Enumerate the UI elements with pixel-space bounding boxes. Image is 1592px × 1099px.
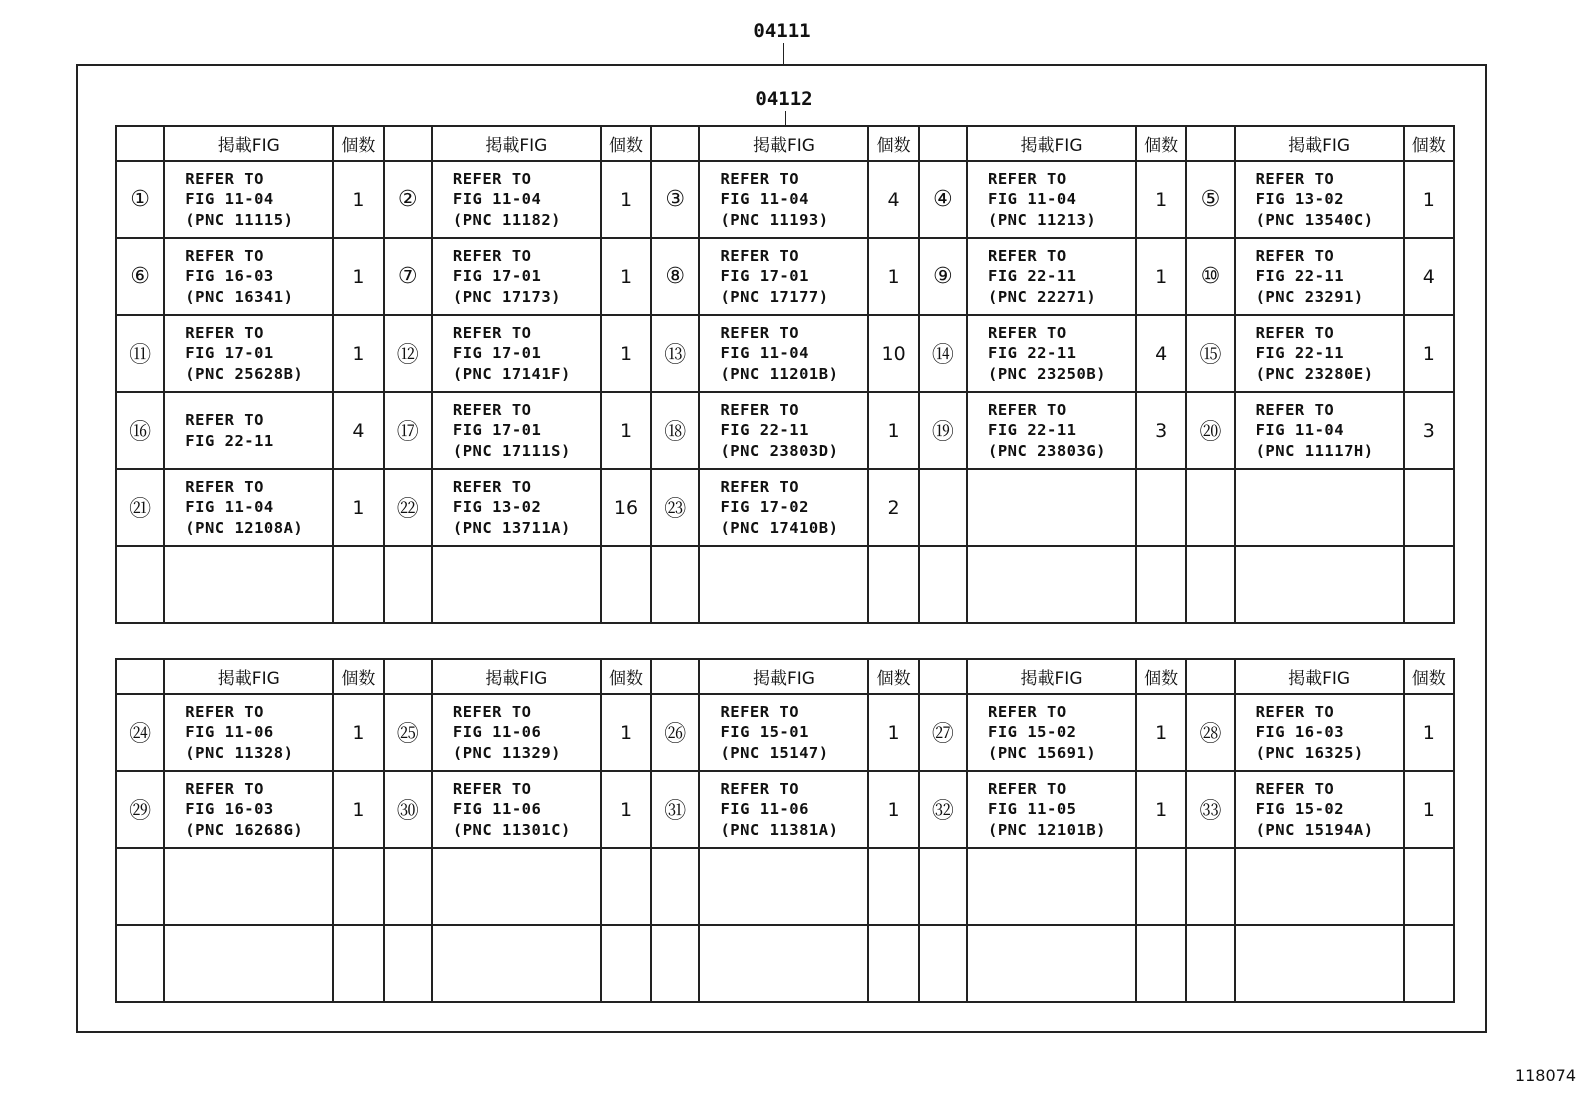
fig-reference <box>1235 469 1404 546</box>
quantity: 1 <box>333 161 383 238</box>
quantity: 1 <box>333 238 383 315</box>
header-fig: 掲載FIG <box>432 126 601 161</box>
fig-reference <box>699 848 868 925</box>
fig-reference: REFER TO FIG 22-11 (PNC 22271) <box>967 238 1136 315</box>
quantity <box>1136 925 1186 1002</box>
fig-reference <box>432 925 601 1002</box>
table-row <box>116 238 1454 315</box>
quantity <box>868 925 918 1002</box>
quantity <box>601 925 651 1002</box>
header-index-cell <box>1186 126 1234 161</box>
parts-reference-table-2 <box>115 658 1455 1003</box>
parts-reference-table-1 <box>115 125 1455 624</box>
quantity: 1 <box>1136 161 1186 238</box>
fig-reference: REFER TO FIG 17-01 (PNC 25628B) <box>164 315 333 392</box>
quantity: 4 <box>333 392 383 469</box>
item-number: ⑰ <box>384 392 432 469</box>
outer-callout-label: 04111 <box>753 20 811 42</box>
header-qty: 個数 <box>1404 659 1454 694</box>
quantity: 1 <box>1404 771 1454 848</box>
fig-reference: REFER TO FIG 22-11 (PNC 23291) <box>1235 238 1404 315</box>
item-number: ④ <box>919 161 967 238</box>
item-number: ㉕ <box>384 694 432 771</box>
header-index-cell <box>116 126 164 161</box>
fig-reference <box>432 546 601 623</box>
item-number: ⑲ <box>919 392 967 469</box>
fig-reference: REFER TO FIG 17-01 (PNC 17173) <box>432 238 601 315</box>
table-row <box>116 771 1454 848</box>
inner-leader-line <box>785 111 786 126</box>
fig-reference <box>164 925 333 1002</box>
quantity: 1 <box>1404 694 1454 771</box>
quantity: 1 <box>868 694 918 771</box>
item-number <box>1186 848 1234 925</box>
header-fig: 掲載FIG <box>164 659 333 694</box>
fig-reference <box>1235 848 1404 925</box>
item-number: ㉝ <box>1186 771 1234 848</box>
quantity: 3 <box>1404 392 1454 469</box>
fig-reference: REFER TO FIG 22-11 (PNC 23803D) <box>699 392 868 469</box>
fig-reference: REFER TO FIG 11-04 (PNC 11213) <box>967 161 1136 238</box>
header-index-cell <box>651 126 699 161</box>
fig-reference: REFER TO FIG 11-04 (PNC 11193) <box>699 161 868 238</box>
item-number <box>384 848 432 925</box>
fig-reference: REFER TO FIG 11-04 (PNC 12108A) <box>164 469 333 546</box>
fig-reference: REFER TO FIG 11-06 (PNC 11381A) <box>699 771 868 848</box>
item-number: ⑭ <box>919 315 967 392</box>
header-row <box>116 659 1454 694</box>
quantity: 1 <box>601 238 651 315</box>
header-index-cell <box>384 659 432 694</box>
table-row <box>116 694 1454 771</box>
quantity: 1 <box>601 392 651 469</box>
item-number <box>919 925 967 1002</box>
item-number: ⑨ <box>919 238 967 315</box>
item-number: ⑦ <box>384 238 432 315</box>
item-number: ⑤ <box>1186 161 1234 238</box>
fig-reference <box>1235 546 1404 623</box>
fig-reference: REFER TO FIG 16-03 (PNC 16268G) <box>164 771 333 848</box>
fig-reference: REFER TO FIG 15-01 (PNC 15147) <box>699 694 868 771</box>
item-number: ㉒ <box>384 469 432 546</box>
fig-reference <box>699 546 868 623</box>
quantity: 1 <box>601 694 651 771</box>
header-qty: 個数 <box>1136 659 1186 694</box>
item-number: ⑩ <box>1186 238 1234 315</box>
item-number: ⑯ <box>116 392 164 469</box>
fig-reference: REFER TO FIG 16-03 (PNC 16341) <box>164 238 333 315</box>
quantity <box>601 848 651 925</box>
quantity <box>1136 848 1186 925</box>
item-number <box>919 469 967 546</box>
table-row <box>116 925 1454 1002</box>
quantity: 1 <box>1404 315 1454 392</box>
item-number: ㉙ <box>116 771 164 848</box>
item-number <box>651 925 699 1002</box>
header-qty: 個数 <box>1404 126 1454 161</box>
item-number: ⑱ <box>651 392 699 469</box>
fig-reference <box>967 546 1136 623</box>
fig-reference: REFER TO FIG 13-02 (PNC 13711A) <box>432 469 601 546</box>
header-index-cell <box>919 126 967 161</box>
quantity <box>333 546 383 623</box>
quantity <box>333 848 383 925</box>
fig-reference: REFER TO FIG 11-06 (PNC 11328) <box>164 694 333 771</box>
fig-reference <box>164 546 333 623</box>
table-row <box>116 469 1454 546</box>
item-number <box>651 848 699 925</box>
quantity: 1 <box>601 771 651 848</box>
quantity: 1 <box>1136 694 1186 771</box>
item-number <box>919 546 967 623</box>
header-fig: 掲載FIG <box>699 659 868 694</box>
item-number <box>116 546 164 623</box>
item-number: ㉗ <box>919 694 967 771</box>
item-number: ㉚ <box>384 771 432 848</box>
header-qty: 個数 <box>333 659 383 694</box>
quantity: 1 <box>601 315 651 392</box>
fig-reference: REFER TO FIG 15-02 (PNC 15691) <box>967 694 1136 771</box>
item-number: ㉑ <box>116 469 164 546</box>
item-number <box>1186 546 1234 623</box>
quantity <box>1404 469 1454 546</box>
header-fig: 掲載FIG <box>164 126 333 161</box>
quantity: 1 <box>1136 771 1186 848</box>
fig-reference: REFER TO FIG 11-06 (PNC 11301C) <box>432 771 601 848</box>
item-number: ⑪ <box>116 315 164 392</box>
header-qty: 個数 <box>868 659 918 694</box>
fig-reference: REFER TO FIG 11-04 (PNC 11115) <box>164 161 333 238</box>
fig-reference <box>967 925 1136 1002</box>
header-fig: 掲載FIG <box>967 659 1136 694</box>
quantity: 1 <box>601 161 651 238</box>
item-number <box>1186 469 1234 546</box>
fig-reference: REFER TO FIG 22-11 (PNC 23250B) <box>967 315 1136 392</box>
quantity <box>1404 848 1454 925</box>
fig-reference <box>432 848 601 925</box>
table-row <box>116 546 1454 623</box>
fig-reference: REFER TO FIG 17-01 (PNC 17177) <box>699 238 868 315</box>
fig-reference: REFER TO FIG 11-04 (PNC 11182) <box>432 161 601 238</box>
fig-reference: REFER TO FIG 17-02 (PNC 17410B) <box>699 469 868 546</box>
item-number: ③ <box>651 161 699 238</box>
quantity <box>1136 469 1186 546</box>
header-fig: 掲載FIG <box>432 659 601 694</box>
item-number <box>384 546 432 623</box>
table-row <box>116 392 1454 469</box>
quantity <box>1404 546 1454 623</box>
item-number: ㉔ <box>116 694 164 771</box>
quantity: 1 <box>1404 161 1454 238</box>
item-number <box>384 925 432 1002</box>
quantity <box>333 925 383 1002</box>
fig-reference <box>1235 925 1404 1002</box>
header-qty: 個数 <box>333 126 383 161</box>
quantity <box>868 546 918 623</box>
quantity: 1 <box>333 771 383 848</box>
fig-reference: REFER TO FIG 22-11 <box>164 392 333 469</box>
quantity: 4 <box>1404 238 1454 315</box>
item-number: ② <box>384 161 432 238</box>
fig-reference: REFER TO FIG 11-06 (PNC 11329) <box>432 694 601 771</box>
item-number: ① <box>116 161 164 238</box>
header-fig: 掲載FIG <box>1235 659 1404 694</box>
quantity: 2 <box>868 469 918 546</box>
quantity <box>868 848 918 925</box>
header-qty: 個数 <box>1136 126 1186 161</box>
quantity: 1 <box>333 315 383 392</box>
item-number <box>116 925 164 1002</box>
item-number: ⑥ <box>116 238 164 315</box>
header-qty: 個数 <box>868 126 918 161</box>
quantity <box>601 546 651 623</box>
quantity: 16 <box>601 469 651 546</box>
fig-reference: REFER TO FIG 13-02 (PNC 13540C) <box>1235 161 1404 238</box>
item-number: ㉖ <box>651 694 699 771</box>
item-number: ⑳ <box>1186 392 1234 469</box>
quantity: 1 <box>868 771 918 848</box>
item-number <box>1186 925 1234 1002</box>
header-index-cell <box>1186 659 1234 694</box>
fig-reference <box>699 925 868 1002</box>
fig-reference: REFER TO FIG 11-04 (PNC 11117H) <box>1235 392 1404 469</box>
quantity <box>1136 546 1186 623</box>
header-qty: 個数 <box>601 659 651 694</box>
quantity: 3 <box>1136 392 1186 469</box>
fig-reference: REFER TO FIG 16-03 (PNC 16325) <box>1235 694 1404 771</box>
header-fig: 掲載FIG <box>699 126 868 161</box>
table-row <box>116 848 1454 925</box>
quantity: 1 <box>333 469 383 546</box>
item-number <box>116 848 164 925</box>
item-number: ㉘ <box>1186 694 1234 771</box>
quantity: 1 <box>333 694 383 771</box>
item-number: ㉛ <box>651 771 699 848</box>
item-number <box>651 546 699 623</box>
fig-reference: REFER TO FIG 15-02 (PNC 15194A) <box>1235 771 1404 848</box>
fig-reference: REFER TO FIG 11-04 (PNC 11201B) <box>699 315 868 392</box>
quantity: 1 <box>868 392 918 469</box>
fig-reference <box>164 848 333 925</box>
header-index-cell <box>116 659 164 694</box>
fig-reference: REFER TO FIG 22-11 (PNC 23803G) <box>967 392 1136 469</box>
inner-callout-label: 04112 <box>755 88 813 110</box>
header-row <box>116 126 1454 161</box>
quantity: 4 <box>868 161 918 238</box>
quantity: 1 <box>1136 238 1186 315</box>
item-number: ⑬ <box>651 315 699 392</box>
header-fig: 掲載FIG <box>967 126 1136 161</box>
header-fig: 掲載FIG <box>1235 126 1404 161</box>
quantity: 4 <box>1136 315 1186 392</box>
header-index-cell <box>384 126 432 161</box>
fig-reference: REFER TO FIG 17-01 (PNC 17111S) <box>432 392 601 469</box>
item-number <box>919 848 967 925</box>
fig-reference <box>967 469 1136 546</box>
fig-reference: REFER TO FIG 17-01 (PNC 17141F) <box>432 315 601 392</box>
fig-reference: REFER TO FIG 22-11 (PNC 23280E) <box>1235 315 1404 392</box>
outer-leader-line <box>783 43 784 64</box>
item-number: ⑧ <box>651 238 699 315</box>
table-row <box>116 315 1454 392</box>
header-index-cell <box>651 659 699 694</box>
quantity <box>1404 925 1454 1002</box>
item-number: ⑫ <box>384 315 432 392</box>
figure-id: 118074 <box>1514 1066 1576 1085</box>
header-index-cell <box>919 659 967 694</box>
item-number: ㉓ <box>651 469 699 546</box>
quantity: 10 <box>868 315 918 392</box>
fig-reference <box>967 848 1136 925</box>
item-number: ㉜ <box>919 771 967 848</box>
item-number: ⑮ <box>1186 315 1234 392</box>
fig-reference: REFER TO FIG 11-05 (PNC 12101B) <box>967 771 1136 848</box>
quantity: 1 <box>868 238 918 315</box>
table-row <box>116 161 1454 238</box>
header-qty: 個数 <box>601 126 651 161</box>
